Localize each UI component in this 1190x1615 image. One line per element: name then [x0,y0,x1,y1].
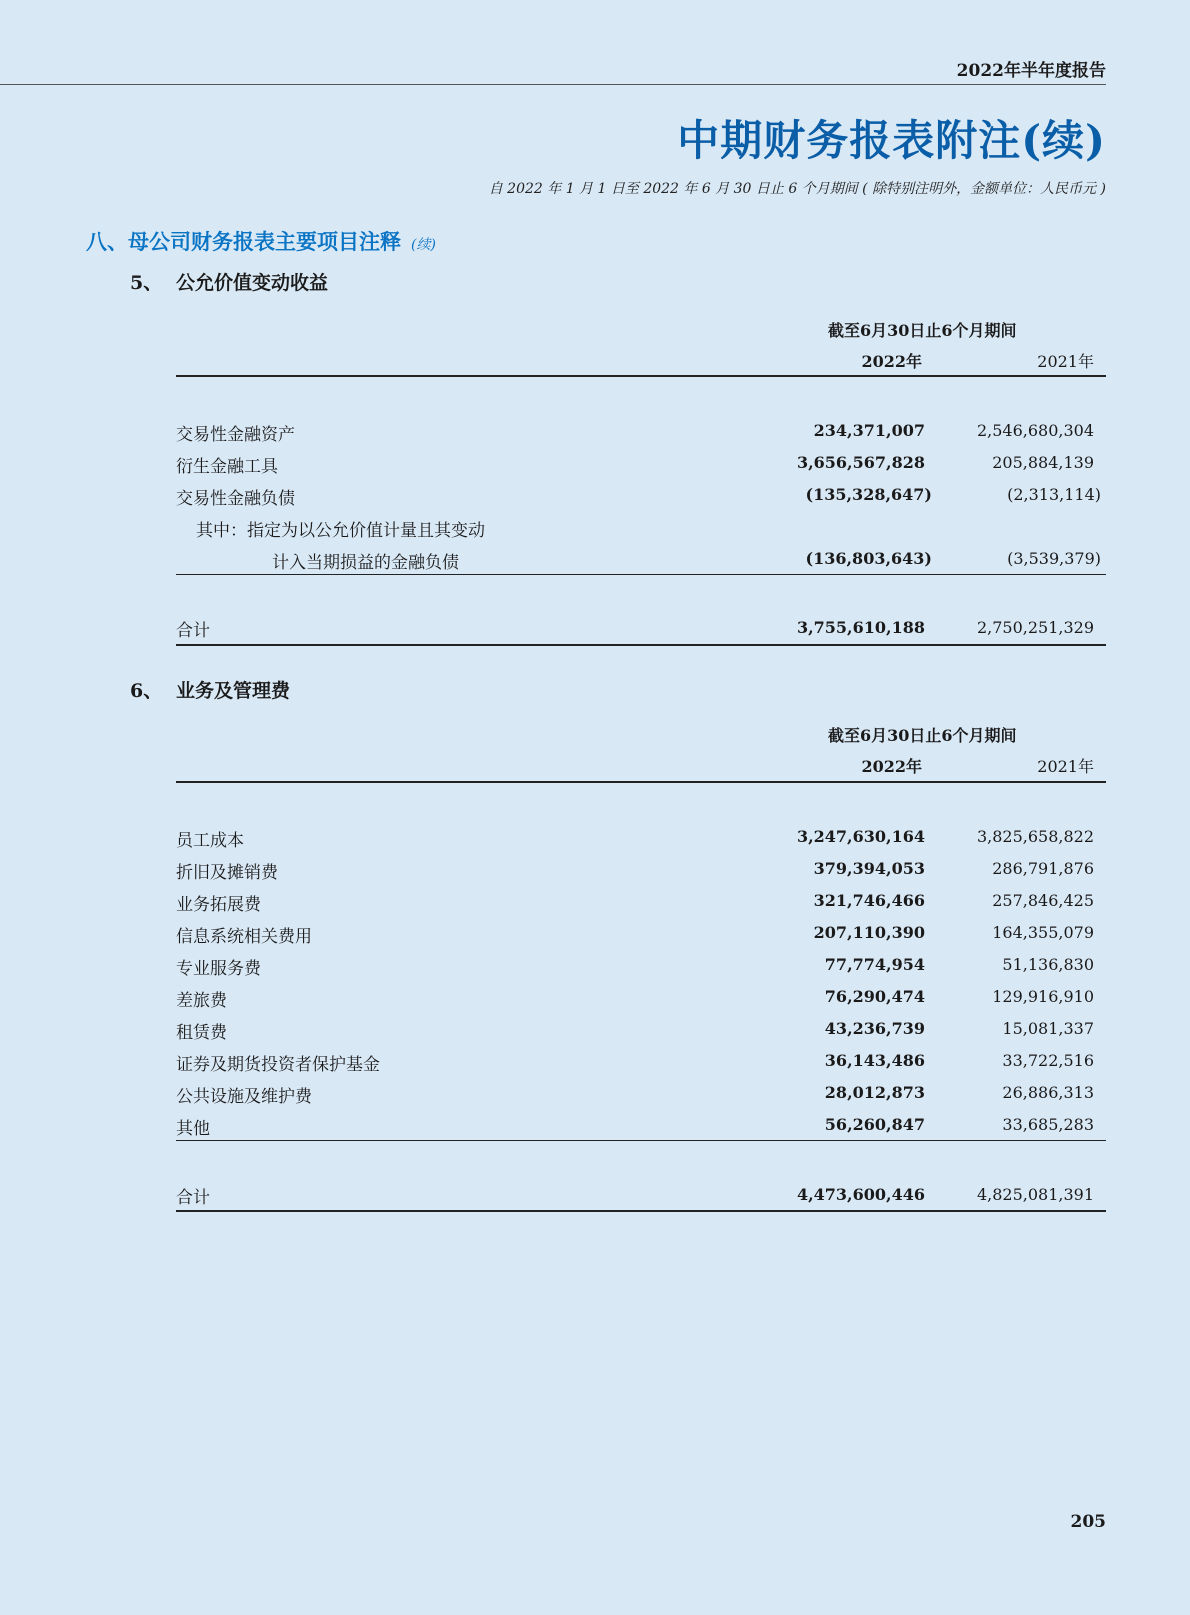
table-row-label: 差旅费 [176,991,227,1011]
note6-header-rule [176,781,1106,783]
total-cell-2022: 3,755,610,188 [796,618,925,637]
table-cell-2021: 129,916,910 [992,987,1094,1006]
table-cell-2022: 379,394,053 [813,859,925,878]
table-cell-2022: 56,260,847 [824,1115,925,1134]
table-row-label: 其他 [176,1119,210,1139]
note6-title: 业务及管理费 [176,680,291,702]
header-divider [0,84,1106,85]
table-row-label: 折旧及摊销费 [176,863,278,883]
section-heading-text: 八、母公司财务报表主要项目注释 [86,229,401,254]
table-cell-2022: 43,236,739 [824,1019,925,1038]
table-row-label: 业务拓展费 [176,895,261,915]
table-cell-2021: 33,722,516 [1002,1051,1094,1070]
table-cell-2022: (135,328,647) [805,485,932,504]
table-cell-2022: 234,371,007 [813,421,925,440]
table-cell-2022: 3,247,630,164 [796,827,925,846]
note5-number: 5、 [130,272,163,294]
table-cell-2021: 164,355,079 [992,923,1094,942]
table-cell-2022: 77,774,954 [824,955,925,974]
total-row-label: 合计 [176,1188,210,1208]
table-row-label: 员工成本 [176,831,244,851]
table-row-label: 证券及期货投资者保护基金 [176,1055,380,1075]
note6-year-2021: 2021年 [1037,757,1094,776]
note6-subtotal-rule [176,1140,1106,1141]
table-row-label: 专业服务费 [176,959,261,979]
page-number: 205 [1070,1512,1106,1532]
table-row-label: 交易性金融负债 [176,489,295,509]
report-title: 2022年半年度报告 [956,61,1106,81]
table-cell-2022: 3,656,567,828 [796,453,925,472]
table-cell-2021: 2,546,680,304 [976,421,1094,440]
table-cell-2021: (3,539,379) [1007,549,1101,568]
note5-year-2021: 2021年 [1037,352,1094,371]
table-cell-2022: (136,803,643) [805,549,932,568]
table-cell-2021: 3,825,658,822 [976,827,1094,846]
total-cell-2021: 2,750,251,329 [976,618,1094,637]
table-row-label: 信息系统相关费用 [176,927,312,947]
note6-total-rule [176,1210,1106,1212]
section-continued: (续) [411,237,436,253]
table-cell-2021: 205,884,139 [992,453,1094,472]
note5-header-rule [176,375,1106,377]
note6-period-header: 截至6月30日止6个月期间 [828,726,1017,745]
table-cell-2021: 286,791,876 [992,859,1094,878]
table-row-label: 其中：指定为以公允价值计量且其变动 [196,521,485,541]
table-cell-2021: 33,685,283 [1002,1115,1094,1134]
table-row-label: 租赁费 [176,1023,227,1043]
table-cell-2022: 36,143,486 [824,1051,925,1070]
total-row-label: 合计 [176,621,210,641]
page-title: 中期财务报表附注(续) [677,116,1106,165]
period-subtitle: 自 2022 年 1 月 1 日至 2022 年 6 月 30 日止 6 个月期间 ( 除特别注明外，金额单位：人民币元 ) [488,181,1106,197]
table-cell-2021: 51,136,830 [1002,955,1094,974]
table-row-label: 公共设施及维护费 [176,1087,312,1107]
note5-title: 公允价值变动收益 [176,272,329,294]
total-cell-2021: 4,825,081,391 [976,1185,1094,1204]
note6-number: 6、 [130,680,163,702]
note5-year-2022: 2022年 [861,352,922,371]
table-cell-2022: 76,290,474 [824,987,925,1006]
table-cell-2021: (2,313,114) [1007,485,1101,504]
table-cell-2022: 207,110,390 [813,923,925,942]
table-cell-2022: 28,012,873 [824,1083,925,1102]
section-heading [86,226,436,256]
table-row-label: 衍生金融工具 [176,457,278,477]
table-cell-2021: 26,886,313 [1002,1083,1094,1102]
table-cell-2021: 257,846,425 [992,891,1094,910]
table-cell-2022: 321,746,466 [813,891,925,910]
note5-period-header: 截至6月30日止6个月期间 [828,321,1017,340]
table-row-label: 计入当期损益的金融负债 [272,553,459,573]
note5-subtotal-rule [176,574,1106,575]
note6-year-2022: 2022年 [861,757,922,776]
note5-total-rule [176,644,1106,646]
total-cell-2022: 4,473,600,446 [796,1185,925,1204]
table-row-label: 交易性金融资产 [176,425,295,445]
table-cell-2021: 15,081,337 [1002,1019,1094,1038]
